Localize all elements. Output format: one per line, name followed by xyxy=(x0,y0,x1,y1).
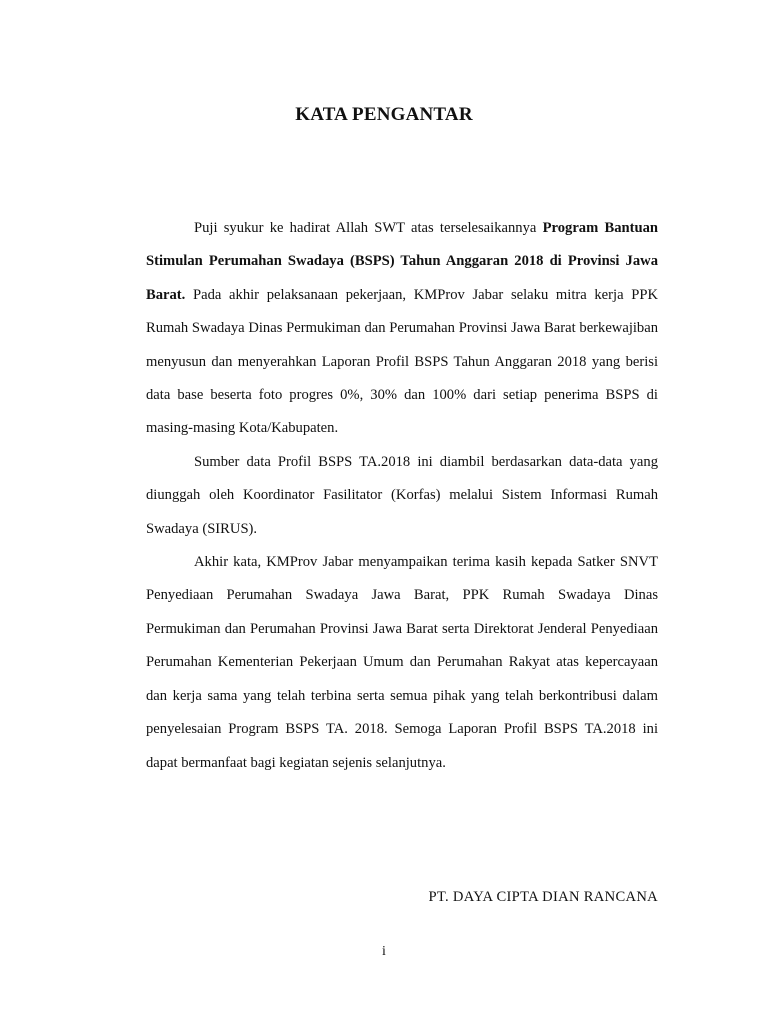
paragraph-1-bold: Program Bantuan Stimulan Perumahan Swadaya (BSPS) Tahun Anggaran 2018 di Provinsi Jawa Barat. xyxy=(146,220,659,303)
paragraph-2: Sumber data Profil BSPS TA.2018 ini diambil berdasarkan data-data yang diunggah oleh Koordinator Fasilitator (Korfas) melalui Sistem Informasi Rumah Swadaya (SIRUS). xyxy=(146,453,658,537)
paragraph-1 xyxy=(146,212,658,446)
body-text xyxy=(146,212,658,780)
signature: PT. DAYA CIPTA DIAN RANCANA xyxy=(428,889,658,905)
paragraph-1-intro: Puji syukur ke hadirat Allah SWT atas terselesaikannya xyxy=(194,220,543,236)
paragraph-1-rest: Pada akhir pelaksanaan pekerjaan, KMProv Jabar selaku mitra kerja PPK Rumah Swadaya Dinas Permukiman dan Perumahan Provinsi Jawa Barat berkewajiban menyusun dan menyerahkan Laporan Profil BSPS Tahun Anggaran 2018 yang berisi data base beserta foto progres 0%, 30% dan 100% dari setiap penerima BSPS di masing-masing Kota/Kabupaten. xyxy=(146,286,658,437)
page-title: KATA PENGANTAR xyxy=(295,104,473,125)
paragraph-3: Akhir kata, KMProv Jabar menyampaikan terima kasih kepada Satker SNVT Penyediaan Perumahan Swadaya Jawa Barat, PPK Rumah Swadaya Dinas Permukiman dan Perumahan Provinsi Jawa Barat serta Direktorat Jenderal Penyediaan Perumahan Kementerian Pekerjaan Umum dan Perumahan Rakyat atas kepercayaan dan kerja sama yang telah terbina serta semua pihak yang telah berkontribusi dalam penyelesaian Program BSPS TA. 2018. Semoga Laporan Profil BSPS TA.2018 ini dapat bermanfaat bagi kegiatan sejenis selanjutnya. xyxy=(146,554,658,771)
page-number: i xyxy=(382,944,386,959)
